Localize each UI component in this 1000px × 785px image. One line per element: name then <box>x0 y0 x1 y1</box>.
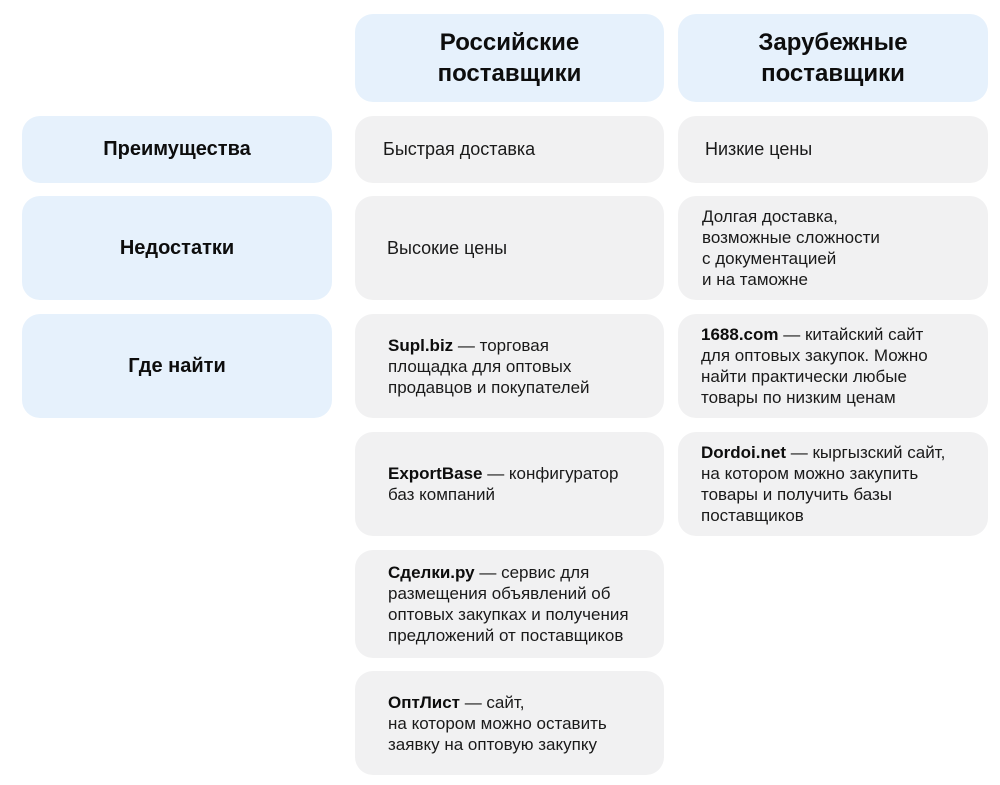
source-desc: товары по низким ценам <box>701 388 896 407</box>
source-desc: оптовых закупках и получения <box>388 605 629 624</box>
source-desc: на котором можно закупить <box>701 464 919 483</box>
disadvantages-foreign-cell <box>678 196 988 300</box>
source-name: ExportBase <box>388 464 483 483</box>
row-header-where <box>22 314 332 418</box>
source-desc: — конфигуратор <box>482 464 619 483</box>
source-card-sdelki-ru <box>355 550 664 658</box>
source-desc: найти практически любые <box>701 367 907 386</box>
source-desc: — китайский сайт <box>778 325 924 344</box>
advantages-russian-cell <box>355 116 664 183</box>
disadvantages-foreign-line: Долгая доставка, <box>702 207 838 226</box>
source-desc: — сервис для <box>474 563 590 582</box>
column-header-russian-line1: Российские <box>439 29 580 56</box>
column-header-russian <box>355 14 664 102</box>
source-desc: заявку на оптовую закупку <box>388 734 597 754</box>
row-header-where-label: Где найти <box>128 354 226 377</box>
row-header-advantages <box>22 116 332 183</box>
source-card-exportbase <box>355 432 664 536</box>
source-name: Сделки.ру <box>388 563 475 582</box>
row-header-advantages-label: Преимущества <box>103 138 251 160</box>
advantages-russian-text: Быстрая доставка <box>383 139 536 159</box>
source-desc: продавцов и покупателей <box>388 377 590 397</box>
source-desc: — кыргызский сайт, <box>786 443 946 462</box>
row-header-disadvantages <box>22 196 332 300</box>
disadvantages-russian-text: Высокие цены <box>387 237 508 258</box>
source-name: Dordoi.net <box>701 443 786 462</box>
column-header-foreign-line1: Зарубежные <box>758 29 908 56</box>
disadvantages-russian-cell <box>355 196 664 300</box>
source-name: Supl.biz <box>388 335 454 355</box>
source-desc: — сайт, <box>459 692 525 712</box>
source-desc: для оптовых закупок. Можно <box>701 346 928 365</box>
source-desc: размещения объявлений об <box>388 584 611 603</box>
source-name: ОптЛист <box>388 692 460 712</box>
source-card-dordoi-net <box>678 432 988 536</box>
column-header-foreign <box>678 14 988 102</box>
source-desc: товары и получить базы <box>701 485 893 504</box>
source-card-supl-biz <box>355 314 664 418</box>
source-desc: на котором можно оставить <box>388 713 607 733</box>
disadvantages-foreign-line: с документацией <box>702 249 837 268</box>
source-name: 1688.com <box>701 325 779 344</box>
source-card-optlist <box>355 671 664 775</box>
source-desc: площадка для оптовых <box>388 356 572 376</box>
source-desc: баз компаний <box>388 485 495 504</box>
advantages-foreign-text: Низкие цены <box>705 139 813 159</box>
column-header-foreign-line2: поставщики <box>761 60 905 87</box>
advantages-foreign-cell <box>678 116 988 183</box>
source-card-1688-com <box>678 314 988 418</box>
disadvantages-foreign-line: и на таможне <box>702 270 809 289</box>
row-header-disadvantages-label: Недостатки <box>119 236 235 259</box>
column-header-russian-line2: поставщики <box>437 60 582 87</box>
source-desc: поставщиков <box>701 506 804 525</box>
source-desc: — торговая <box>453 335 549 355</box>
disadvantages-foreign-line: возможные сложности <box>702 228 880 247</box>
source-desc: предложений от поставщиков <box>388 626 624 645</box>
